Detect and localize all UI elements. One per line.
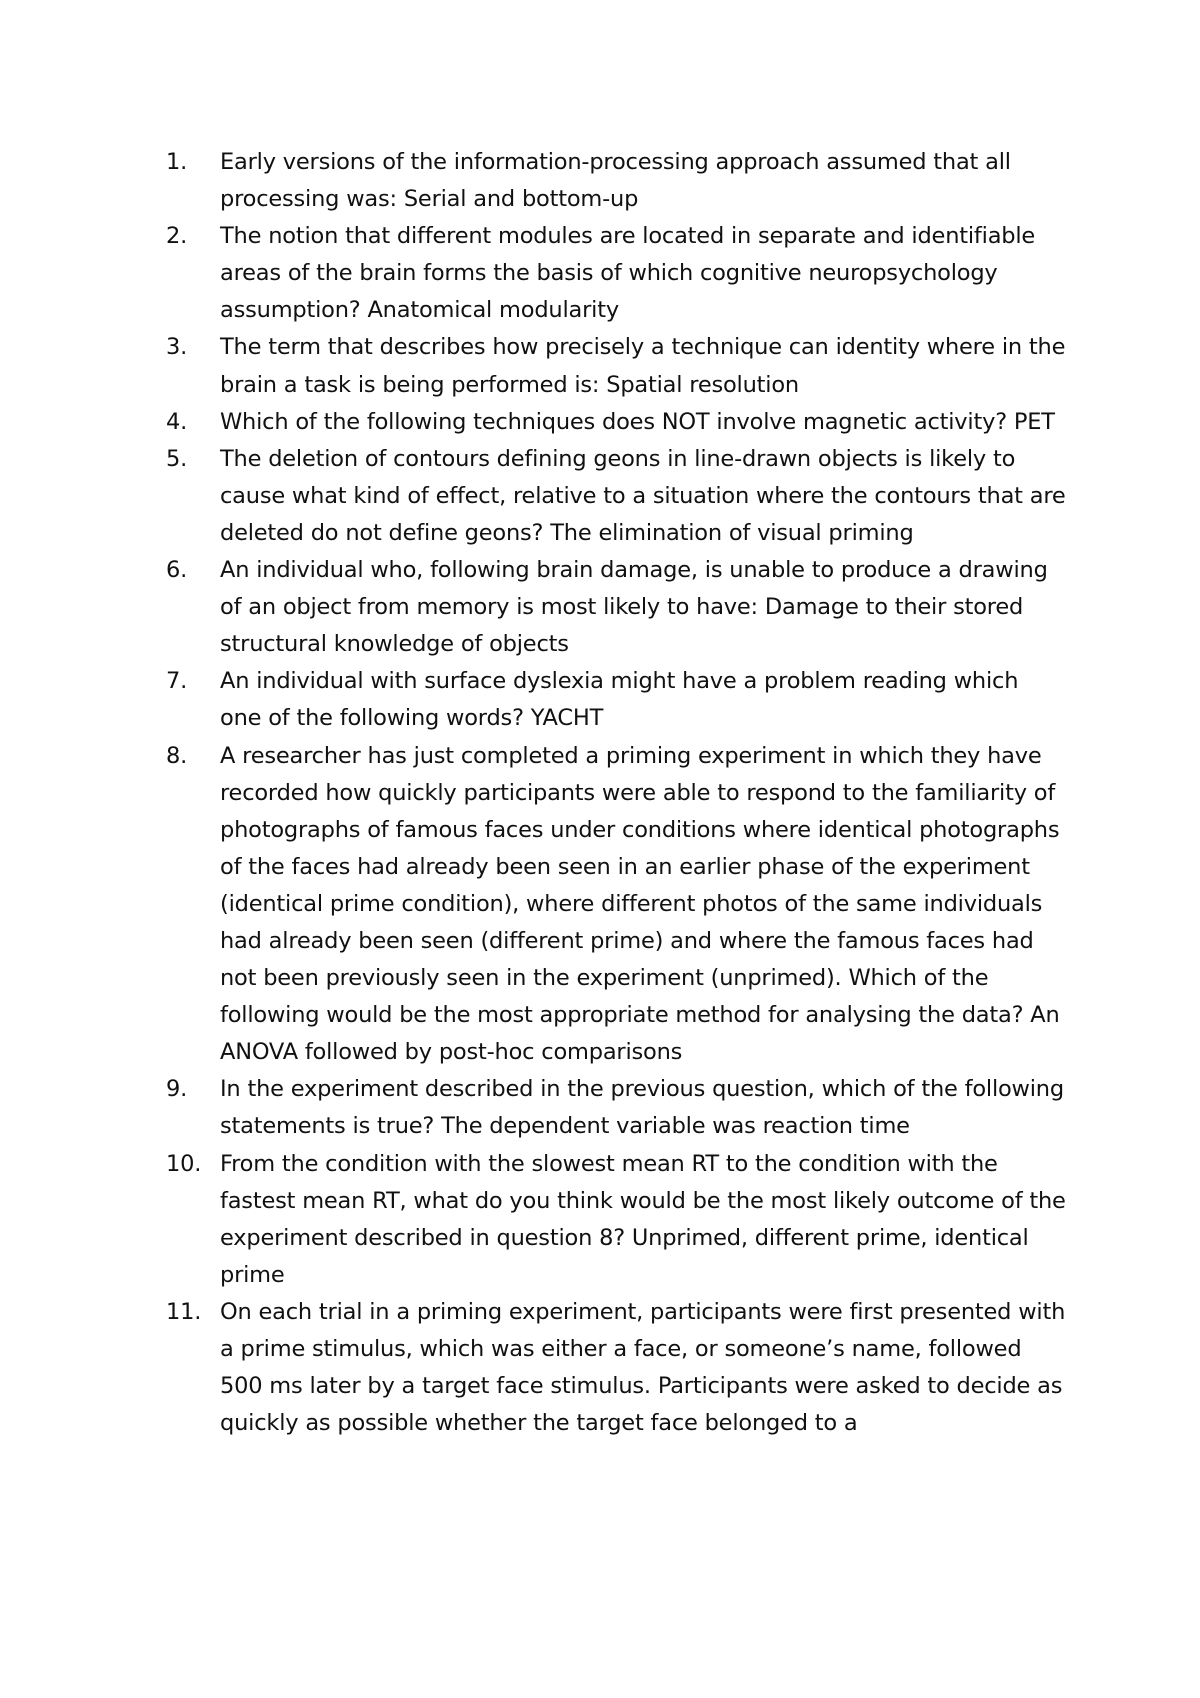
question-item xyxy=(166,663,1066,737)
question-item xyxy=(166,218,1066,329)
question-text: The notion that different modules are located in separate and identifiable areas of the brain forms the basis of which cognitive neuropsychology assumption? Anatomical modularity xyxy=(220,223,1036,324)
question-text: In the experiment described in the previous question, which of the following statements is true? The dependent variable was reaction time xyxy=(220,1076,1064,1140)
question-item xyxy=(166,1071,1066,1145)
question-text: Which of the following techniques does NOT involve magnetic activity? PET xyxy=(220,408,1055,435)
question-item xyxy=(166,404,1066,441)
question-text: An individual with surface dyslexia might have a problem reading which one of the following words? YACHT xyxy=(220,668,1019,732)
question-number: 1. xyxy=(166,149,188,175)
question-number: 2. xyxy=(166,223,188,250)
question-item xyxy=(166,441,1066,552)
question-number: 10. xyxy=(166,1150,202,1177)
question-item xyxy=(166,738,1066,1072)
question-text: The deletion of contours defining geons in line-drawn objects is likely to cause what kind of effect, relative to a situation where the contours that are deleted do not define geons? The elimination of visual priming xyxy=(220,445,1066,546)
question-number: 7. xyxy=(166,668,188,695)
question-number: 6. xyxy=(166,557,188,584)
question-number: 5. xyxy=(166,445,188,472)
question-number: 4. xyxy=(166,408,188,435)
question-item xyxy=(166,144,1066,218)
question-text: Early versions of the information-processing approach assumed that all processing was: Serial and bottom-up xyxy=(220,149,1011,213)
question-number: 9. xyxy=(166,1076,188,1103)
question-text: On each trial in a priming experiment, participants were first presented with a prime stimulus, which was either a face, or someone’s name, followed 500 ms later by a target face stimulus. Participants were asked to decide as quickly as possible whether the target face belonged to a xyxy=(220,1298,1066,1437)
question-item xyxy=(166,1146,1066,1294)
question-number: 11. xyxy=(166,1298,202,1325)
question-list xyxy=(166,144,1066,1442)
question-text: An individual who, following brain damage, is unable to produce a drawing of an object from memory is most likely to have: Damage to their stored structural knowledge of objects xyxy=(220,557,1048,658)
question-text: The term that describes how precisely a technique can identity where in the brain a task is being performed is: Spatial resolution xyxy=(220,334,1066,398)
question-item xyxy=(166,329,1066,403)
question-number: 8. xyxy=(166,742,188,769)
question-number: 3. xyxy=(166,334,188,361)
question-item xyxy=(166,1294,1066,1442)
question-item xyxy=(166,552,1066,663)
question-text: A researcher has just completed a priming experiment in which they have recorded how quickly participants were able to respond to the familiarity of photographs of famous faces under conditions where identical photographs of the faces had already been seen in an earlier phase of the experiment (identical prime condition), where different photos of the same individuals had already been seen (different prime) and where the famous faces had not been previously seen in the experiment (unprimed). Which of the following would be the most appropriate method for analysing the data? An ANOVA followed by post-hoc comparisons xyxy=(220,742,1060,1066)
question-text: From the condition with the slowest mean RT to the condition with the fastest mean RT, what do you think would be the most likely outcome of the experiment described in question 8? Unprimed, different prime, identical prime xyxy=(220,1150,1066,1288)
